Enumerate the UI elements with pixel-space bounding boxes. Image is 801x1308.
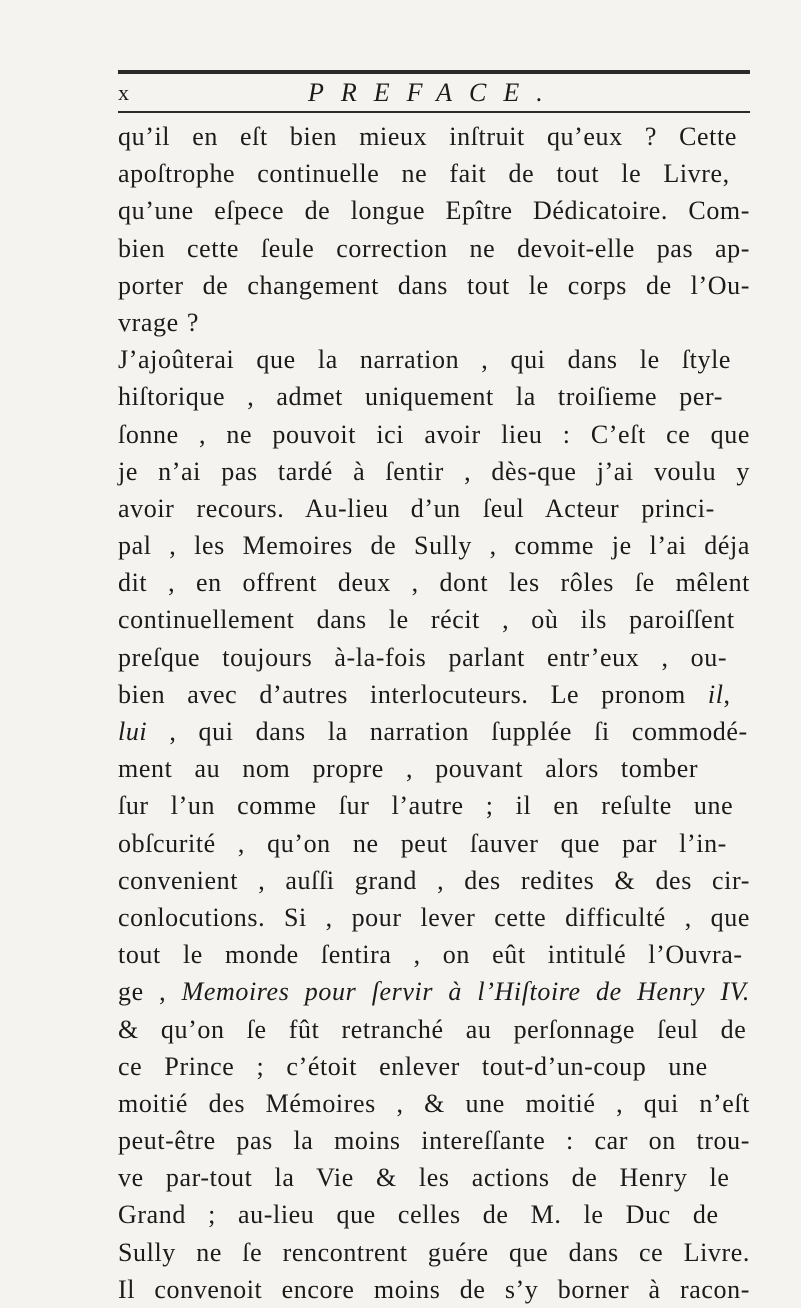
text-line (118, 1085, 758, 1122)
text-run: ſur l’un comme ſur l’autre ; il en reſulte une (118, 791, 734, 821)
text-line (118, 1011, 758, 1048)
text-line (118, 1271, 758, 1308)
text-line (118, 676, 758, 713)
text-line (118, 936, 758, 973)
text-run: preſque toujours à-la-fois parlant entr’eux , ou- (118, 642, 728, 672)
text-line (118, 118, 758, 155)
text-run: Grand ; au-lieu que celles de M. le Duc de (118, 1200, 719, 1230)
text-line (118, 639, 758, 676)
text-run: , qui dans la narration ſupplée ſi commodé- (147, 717, 748, 746)
text-run: qu’une eſpece de longue Epître Dédicatoire. Com- (118, 196, 750, 226)
text-line (118, 304, 758, 341)
text-run: moitié des Mémoires , & une moitié , qui n’eſt (118, 1088, 750, 1118)
text-line (118, 787, 758, 824)
italic-text: il (707, 679, 724, 709)
text-line (118, 416, 758, 453)
page-number: x (118, 80, 130, 105)
header-rule (118, 111, 750, 113)
text-run: je n’ai pas tardé à ſentir , dès-que j’ai voulu y (118, 456, 750, 486)
text-line (118, 230, 758, 267)
text-run: ge , (118, 977, 182, 1007)
italic-text: lui (118, 717, 148, 746)
text-line (118, 527, 758, 564)
text-run: Il convenoit encore moins de s’y borner à racon- (118, 1274, 750, 1304)
text-line (118, 973, 758, 1010)
text-line (118, 155, 758, 192)
text-line (118, 564, 758, 601)
text-line (118, 601, 758, 638)
text-line (118, 1159, 758, 1196)
text-line (118, 899, 758, 936)
text-run: bien avec d’autres interlocuteurs. Le pronom (118, 679, 708, 709)
text-run: , (723, 679, 731, 709)
text-run: qu’il en eſt bien mieux inſtruit qu’eux ? Cette (118, 122, 737, 151)
text-run: convenient , auſſi grand , des redites & des cir- (118, 865, 750, 895)
text-line (118, 825, 758, 862)
text-line (118, 862, 758, 899)
text-run: bien cette ſeule correction ne devoit-elle pas ap- (118, 233, 750, 263)
text-run: peut-être pas la moins intereſſante : car on trou- (118, 1126, 750, 1156)
text-line (118, 192, 758, 229)
text-run: obſcurité , qu’on ne peut ſauver que par l’in- (118, 828, 727, 858)
text-run: ſonne , ne pouvoit ici avoir lieu : C’eſt ce que (118, 419, 750, 449)
text-line (118, 713, 758, 750)
text-run: ce Prince ; c’étoit enlever tout-d’un-coup une (118, 1051, 708, 1081)
text-run: tout le monde ſentira , on eût intitulé l’Ouvra- (118, 940, 743, 970)
text-line (118, 490, 758, 527)
text-run: hiſtorique , admet uniquement la troiſieme per- (118, 382, 724, 412)
text-run: J’ajoûterai que la narration , qui dans le ſtyle (118, 345, 732, 375)
text-line (118, 378, 758, 415)
text-line (118, 1122, 758, 1159)
text-run: & qu’on ſe fût retranché au perſonnage ſeul de (118, 1014, 747, 1044)
text-line (118, 453, 758, 490)
running-title: PREFACE. (308, 78, 560, 107)
text-run: dit , en offrent deux , dont les rôles ſe mêlent (118, 568, 750, 598)
text-run: ment au nom propre , pouvant alors tomber (118, 754, 699, 784)
text-run: continuellement dans le récit , où ils paroiſſent (118, 605, 735, 635)
page-header (118, 76, 750, 110)
text-line (118, 1234, 758, 1271)
text-run: pal , les Memoires de Sully , comme je l’ai déja (118, 531, 750, 561)
text-run: vrage ? (118, 307, 199, 337)
text-run: Sully ne ſe rencontrent guére que dans ce Livre. (118, 1237, 750, 1267)
text-run: porter de changement dans tout le corps de l’Ou- (118, 270, 750, 300)
text-line (118, 1196, 758, 1233)
text-line (118, 267, 758, 304)
text-run: avoir recours. Au-lieu d’un ſeul Acteur princi- (118, 493, 715, 523)
text-line (118, 750, 758, 787)
top-rule (118, 70, 750, 74)
text-line (118, 341, 758, 378)
italic-text: Memoires pour ſervir à l’Hiſtoire de Henry IV. (181, 977, 750, 1007)
text-line (118, 1048, 758, 1085)
text-run: apoſtrophe continuelle ne fait de tout le Livre, (118, 159, 730, 189)
text-run: conlocutions. Si , pour lever cette difficulté , que (118, 902, 750, 932)
body-text (118, 118, 758, 1308)
text-run: ve par-tout la Vie & les actions de Henry le (118, 1163, 730, 1193)
